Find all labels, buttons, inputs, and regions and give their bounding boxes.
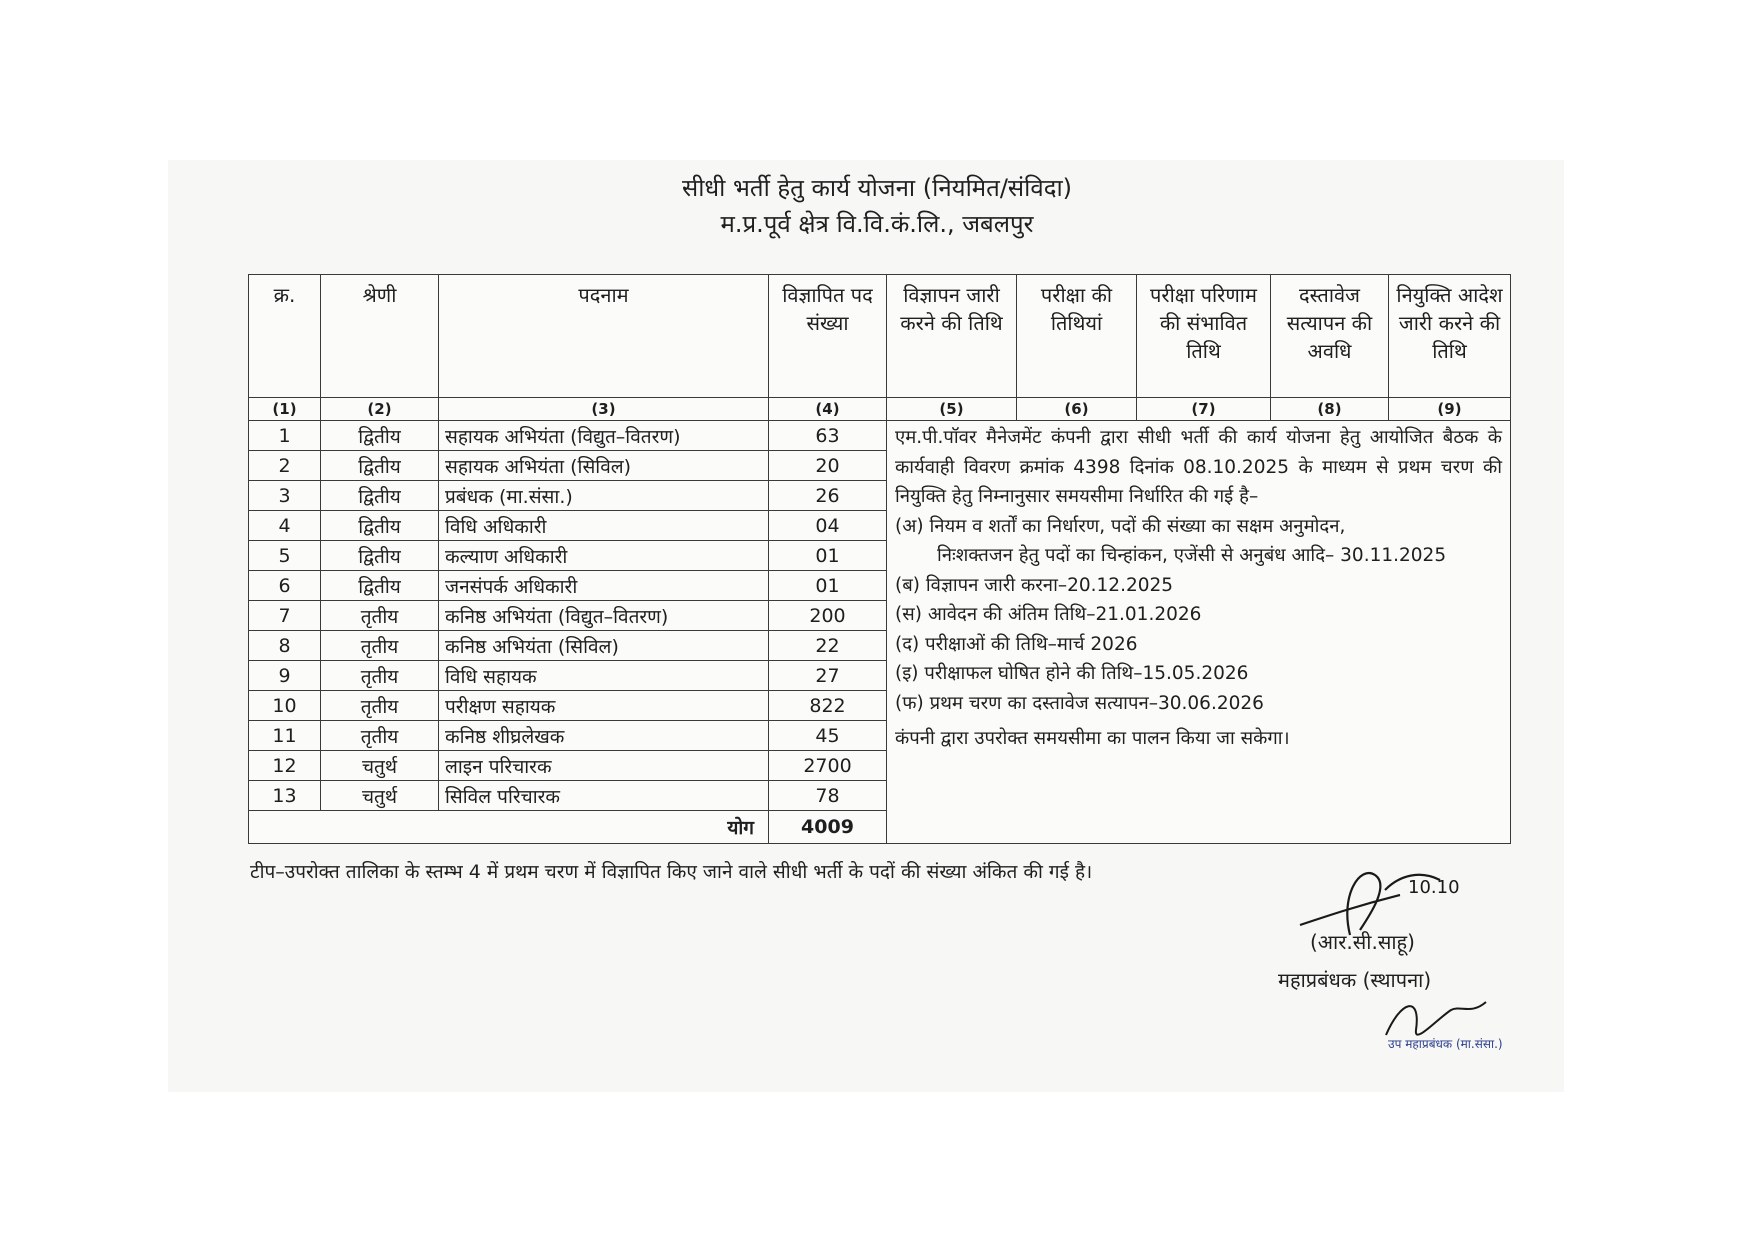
col-number: (8) xyxy=(1271,398,1389,421)
row-post: कनिष्ठ शीघ्रलेखक xyxy=(439,721,769,751)
col-number: (2) xyxy=(321,398,439,421)
row-post: कल्याण अधिकारी xyxy=(439,541,769,571)
row-sn: 10 xyxy=(249,691,321,721)
row-post: कनिष्ठ अभियंता (सिविल) xyxy=(439,631,769,661)
col-number: (4) xyxy=(769,398,887,421)
header-sn: क्र. xyxy=(249,275,321,398)
row-count: 20 xyxy=(769,451,887,481)
notes-item-a-cont: निःशक्तजन हेतु पदों का चिन्हांकन, एजेंसी से अनुबंध आदि– 30.11.2025 xyxy=(937,545,1447,566)
row-post: सहायक अभियंता (सिविल) xyxy=(439,451,769,481)
notes-item-e: (इ) परीक्षाफल घोषित होने की तिथि–15.05.2026 xyxy=(895,663,1249,684)
row-category: तृतीय xyxy=(321,721,439,751)
row-post: विधि सहायक xyxy=(439,661,769,691)
row-post: लाइन परिचारक xyxy=(439,751,769,781)
row-count: 822 xyxy=(769,691,887,721)
col-number: (5) xyxy=(887,398,1017,421)
header-result-date: परीक्षा परिणाम की संभावित तिथि xyxy=(1137,275,1271,398)
row-category: द्वितीय xyxy=(321,451,439,481)
notes-item-b: (ब) विज्ञापन जारी करना–20.12.2025 xyxy=(895,574,1174,596)
row-post: प्रबंधक (मा.संसा.) xyxy=(439,481,769,511)
header-count: विज्ञापित पद संख्या xyxy=(769,275,887,398)
timeline-notes xyxy=(887,421,1511,844)
header-appointment-date: नियुक्ति आदेश जारी करने की तिथि xyxy=(1389,275,1511,398)
row-category: द्वितीय xyxy=(321,511,439,541)
signature-date: 10.10 xyxy=(1408,877,1460,898)
notes-closing: कंपनी द्वारा उपरोक्त समयसीमा का पालन किया जा सकेगा। xyxy=(895,728,1290,749)
row-category: तृतीय xyxy=(321,601,439,631)
col-number: (3) xyxy=(439,398,769,421)
header-exam-dates: परीक्षा की तिथियां xyxy=(1017,275,1137,398)
row-count: 2700 xyxy=(769,751,887,781)
row-sn: 13 xyxy=(249,781,321,811)
row-post: कनिष्ठ अभियंता (विद्युत–वितरण) xyxy=(439,601,769,631)
recruitment-plan-table xyxy=(248,274,1511,844)
row-sn: 6 xyxy=(249,571,321,601)
row-count: 200 xyxy=(769,601,887,631)
signatory-designation: महाप्रबंधक (स्थापना) xyxy=(1278,968,1432,992)
notes-intro: एम.पी.पॉवर मैनेजमेंट कंपनी द्वारा सीधी भर्ती की कार्य योजना हेतु आयोजित बैठक के कार्यवाही विवरण क्रमांक 4398 दिनांक 08.10.2025 के माध्यम से प्रथम चरण की नियुक्ति हेतु निम्नानुसार समयसीमा निर्धारित की गई है– xyxy=(895,427,1502,507)
row-post: सिविल परिचारक xyxy=(439,781,769,811)
row-category: चतुर्थ xyxy=(321,781,439,811)
row-category: द्वितीय xyxy=(321,571,439,601)
row-category: द्वितीय xyxy=(321,541,439,571)
col-number: (9) xyxy=(1389,398,1511,421)
notes-item-d: (द) परीक्षाओं की तिथि–मार्च 2026 xyxy=(895,633,1138,655)
notes-item-a: (अ) नियम व शर्तों का निर्धारण, पदों की संख्या का सक्षम अनुमोदन, xyxy=(895,515,1346,537)
row-sn: 1 xyxy=(249,421,321,451)
row-category: द्वितीय xyxy=(321,481,439,511)
row-category: तृतीय xyxy=(321,661,439,691)
document-title: सीधी भर्ती हेतु कार्य योजना (नियमित/संविदा) xyxy=(681,174,1073,202)
row-sn: 2 xyxy=(249,451,321,481)
footnote: टीप–उपरोक्त तालिका के स्तम्भ 4 में प्रथम चरण में विज्ञापित किए जाने वाले सीधी भर्ती के पदों की संख्या अंकित की गई है। xyxy=(250,861,1093,883)
row-post: सहायक अभियंता (विद्युत–वितरण) xyxy=(439,421,769,451)
col-number: (1) xyxy=(249,398,321,421)
row-count: 26 xyxy=(769,481,887,511)
total-label: योग xyxy=(249,811,769,844)
row-sn: 8 xyxy=(249,631,321,661)
row-sn: 7 xyxy=(249,601,321,631)
designation-stamp: उप महाप्रबंधक (मा.संसा.) xyxy=(1388,1037,1503,1051)
row-post: विधि अधिकारी xyxy=(439,511,769,541)
notes-item-c: (स) आवेदन की अंतिम तिथि–21.01.2026 xyxy=(895,604,1202,625)
row-count: 45 xyxy=(769,721,887,751)
row-count: 22 xyxy=(769,631,887,661)
header-category: श्रेणी xyxy=(321,275,439,398)
row-count: 78 xyxy=(769,781,887,811)
notes-item-f: (फ) प्रथम चरण का दस्तावेज सत्यापन–30.06.2026 xyxy=(895,692,1264,714)
signatory-name: (आर.सी.साहू) xyxy=(1310,930,1415,954)
col-number: (6) xyxy=(1017,398,1137,421)
row-count: 63 xyxy=(769,421,887,451)
row-sn: 4 xyxy=(249,511,321,541)
header-advt-date: विज्ञापन जारी करने की तिथि xyxy=(887,275,1017,398)
row-category: तृतीय xyxy=(321,691,439,721)
row-count: 27 xyxy=(769,661,887,691)
header-post: पदनाम xyxy=(439,275,769,398)
col-number: (7) xyxy=(1137,398,1271,421)
row-sn: 11 xyxy=(249,721,321,751)
row-count: 01 xyxy=(769,541,887,571)
row-category: चतुर्थ xyxy=(321,751,439,781)
row-category: द्वितीय xyxy=(321,421,439,451)
row-count: 01 xyxy=(769,571,887,601)
row-sn: 12 xyxy=(249,751,321,781)
row-count: 04 xyxy=(769,511,887,541)
table-row xyxy=(249,421,1511,451)
total-value: 4009 xyxy=(769,811,887,844)
row-post: जनसंपर्क अधिकारी xyxy=(439,571,769,601)
row-sn: 3 xyxy=(249,481,321,511)
row-category: तृतीय xyxy=(321,631,439,661)
header-doc-verification: दस्तावेज सत्यापन की अवधि xyxy=(1271,275,1389,398)
row-sn: 5 xyxy=(249,541,321,571)
row-sn: 9 xyxy=(249,661,321,691)
document-subtitle: म.प्र.पूर्व क्षेत्र वि.वि.कं.लि., जबलपुर xyxy=(720,210,1034,238)
row-post: परीक्षण सहायक xyxy=(439,691,769,721)
